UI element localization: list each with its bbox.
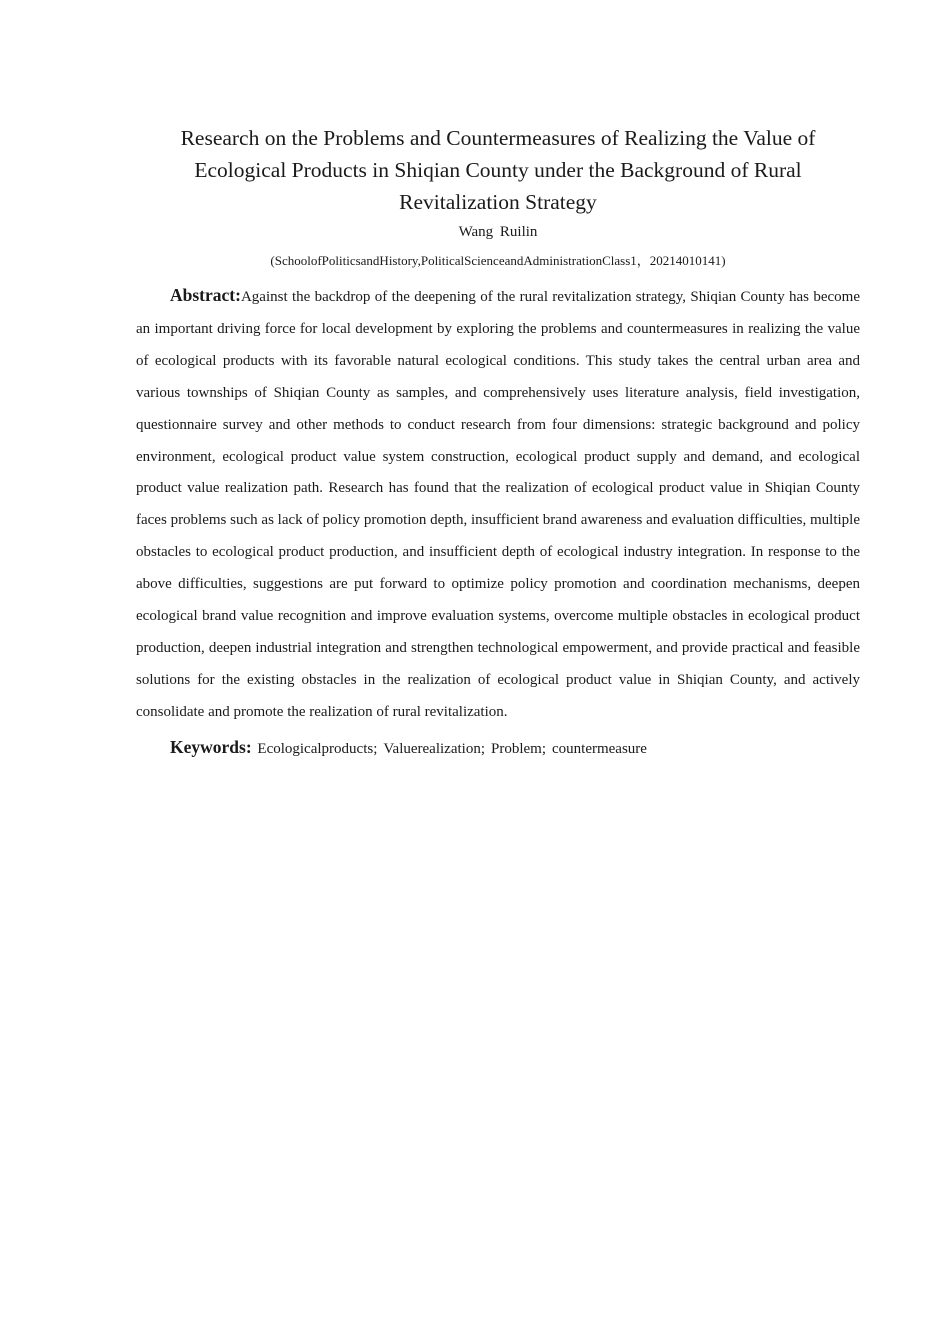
author-name: Wang Ruilin: [458, 224, 538, 240]
keyword-item: Ecologicalproducts;: [257, 740, 378, 757]
author-affiliation: (SchoolofPoliticsandHistory,PoliticalScienceandAdministrationClass1，20214010141): [270, 253, 726, 268]
abstract-paragraph: [136, 280, 860, 729]
keyword-item: Problem;: [491, 740, 546, 757]
paper-title: Research on the Problems and Countermeasures of Realizing the Value of Ecological Products in Shiqian County under the Background of Rural Revitalization Strategy: [180, 126, 816, 214]
keywords-label: Keywords:: [170, 736, 252, 757]
paper-page: [136, 122, 860, 763]
abstract-label: Abstract:: [170, 285, 241, 305]
keyword-item: countermeasure: [552, 740, 647, 757]
abstract-text: Against the backdrop of the deepening of the rural revitalization strategy, Shiqian County has become an important driving force for local development by exploring the problems and countermeasures in realizing the value of ecological products with its favorable natural ecological conditions. This study takes the central urban area and various townships of Shiqian County as samples, and comprehensively uses literature analysis, field investigation, questionnaire survey and other methods to conduct research from four dimensions: strategic background and policy environment, ecological product value system construction, ecological product supply and demand, and ecological product value realization path. Research has found that the realization of ecological product value in Shiqian County faces problems such as lack of policy promotion depth, insufficient brand awareness and evaluation difficulties, multiple obstacles to ecological product production, and insufficient depth of ecological industry integration. In response to the above difficulties, suggestions are put forward to optimize policy promotion and coordination mechanisms, deepen ecological brand value recognition and improve evaluation systems, overcome multiple obstacles in ecological product production, deepen industrial integration and strengthen technological empowerment, and provide practical and feasible solutions for the existing obstacles in the realization of ecological product value in Shiqian County, and actively consolidate and promote the realization of rural revitalization.: [136, 289, 860, 720]
keywords-line: [136, 733, 860, 763]
keyword-item: Valuerealization;: [383, 740, 485, 757]
